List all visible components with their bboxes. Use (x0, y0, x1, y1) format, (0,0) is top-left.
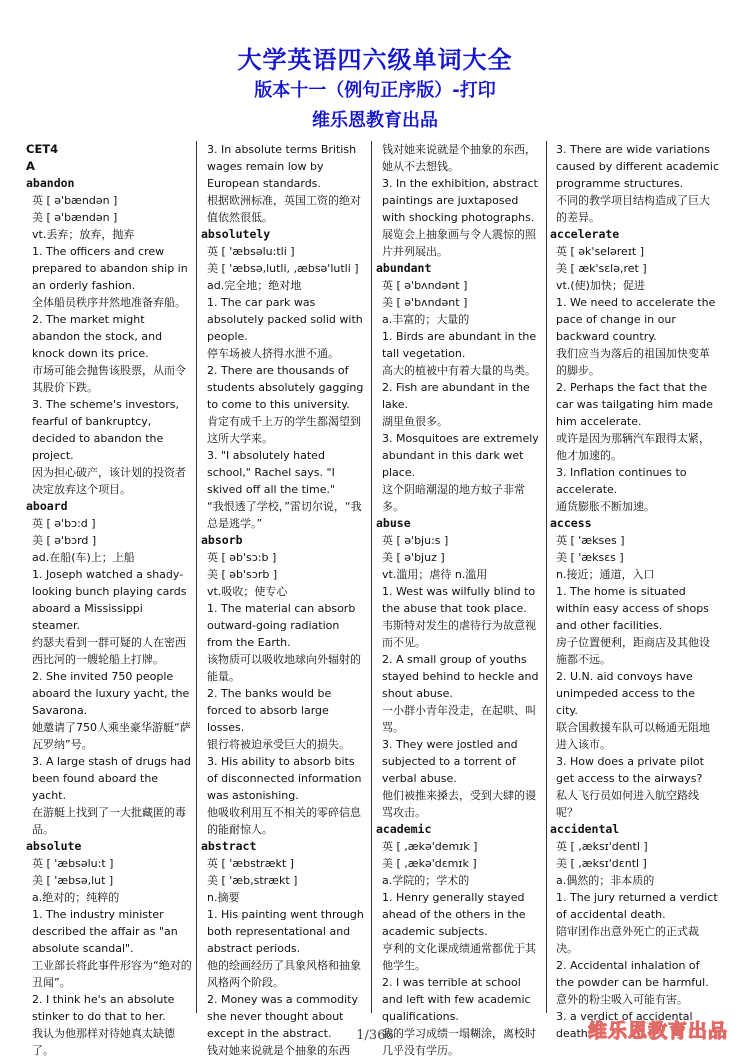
entry-line: 约瑟夫看到一群可疑的人在密西西比河的一艘轮船上打牌。 (32, 636, 186, 666)
entry-line: a.绝对的；纯粹的 (32, 891, 120, 904)
entry-line: 3. "I absolutely hated school," Rachel says. "I skived off all the time." (207, 449, 336, 496)
entry-line: 2. The market might abandon the stock, and knock down its price. (32, 313, 163, 360)
entry-line: 3. How does a private pilot get access to the airways? (556, 755, 704, 785)
entry-line: 停车场被人挤得水泄不通。 (207, 347, 339, 360)
entry-line: 美 [ ,ækə'dɛmɪk ] (382, 857, 477, 870)
entry-line: 英 [ ,æksɪ'dentl ] (556, 840, 648, 853)
entry-line: 1. The home is situated within easy access of shops and other facilities. (556, 585, 709, 632)
entry-line: 私人飞行员如何进入航空路线呢？ (556, 789, 699, 819)
entry-line: 我的学习成绩一塌糊涂，离校时几乎没有学历。 (382, 1027, 536, 1057)
entry-line: a.丰富的；大量的 (382, 313, 470, 326)
entry-line: “我恨透了学校，”雷切尔说，“我总是逃学。” (207, 500, 362, 530)
headword: access (550, 516, 592, 530)
entry-line: 或许是因为那辆汽车跟得太紧，他才加速的。 (556, 432, 710, 462)
entry-line: 美 [ ,æksɪ'dɛntl ] (556, 857, 647, 870)
entry-line: 韦斯特对发生的虐待行为故意视而不见。 (382, 619, 536, 649)
entry-line: 1. The industry minister described the affair as "an absolute scandal". (32, 908, 178, 955)
column-divider (196, 141, 197, 1013)
entry-line: 1. The jury returned a verdict of accidental death. (556, 891, 718, 921)
entry-line: n.接近；通道，入口 (556, 568, 655, 581)
entry-line: vt.(使)加快；促进 (556, 279, 645, 292)
entry-line: 3. They were jostled and subjected to a torrent of verbal abuse. (382, 738, 518, 785)
document-header (0, 44, 750, 136)
entry-line: vt.丢弃；放弃，抛弃 (32, 228, 135, 241)
column-divider (371, 141, 372, 1013)
entry-line: 1. Henry generally stayed ahead of the others in the academic subjects. (382, 891, 526, 938)
headword: abuse (376, 516, 411, 530)
entry-line: 美 [ ə'bændən ] (32, 211, 118, 224)
entry-line: 1. His painting went through both representational and abstract periods. (207, 908, 364, 955)
headword: aboard (26, 499, 68, 513)
entry-line: 工业部长将此事件形容为“绝对的丑闻”。 (32, 959, 192, 989)
document-title: 大学英语四六级单词大全 (237, 46, 513, 74)
watermark-text: 维乐恩教育出品 (588, 1020, 729, 1042)
entry-line: 钱对她来说就是个抽象的东西 (207, 1044, 350, 1057)
entry-line: a.学院的；学术的 (382, 874, 470, 887)
entry-line: 联合国救援车队可以畅通无阻地进入该市。 (556, 721, 710, 751)
entry-line: 1. The material can absorb outward-going radiation from the Earth. (207, 602, 356, 649)
entry-line: 该物质可以吸收地球向外辐射的能量。 (207, 653, 361, 683)
section-heading: CET4 (26, 142, 59, 156)
entry-line: ad.完全地；绝对地 (207, 279, 302, 292)
entry-line: 钱对她来说就是个抽象的东西，她从不去想钱。 (382, 143, 536, 173)
document-subtitle: 版本十一（例句正序版）-打印 (254, 80, 496, 101)
entry-line: 1. Birds are abundant in the tall vegetation. (382, 330, 537, 360)
entry-line: 2. Perhaps the fact that the car was tailgating him made him accelerate. (556, 381, 713, 428)
headword: abandon (26, 176, 75, 190)
entry-line: 3. The scheme's investors, fearful of bankruptcy, decided to abandon the project. (32, 398, 180, 462)
headword: academic (376, 822, 432, 836)
entry-line: a.偶然的；非本质的 (556, 874, 655, 887)
entry-line: 亨利的文化课成绩通常都优于其他学生。 (382, 942, 536, 972)
entry-line: 3. A large stash of drugs had been found aboard the yacht. (32, 755, 191, 802)
entry-line: 英 [ ə'bju:s ] (382, 534, 449, 547)
entry-line: 2. Fish are abundant in the lake. (382, 381, 530, 411)
entry-line: 英 [ 'æbsəlu:t ] (32, 857, 114, 870)
entry-line: vt.吸收；使专心 (207, 585, 288, 598)
entry-line: 陪审团作出意外死亡的正式裁决。 (556, 925, 699, 955)
headword: absolutely (201, 227, 271, 241)
entry-line: 美 [ 'æb,strækt ] (207, 874, 298, 887)
entry-line: 英 [ ə'bɔ:d ] (32, 517, 96, 530)
entry-line: 这个阴暗潮湿的地方蚊子非常多。 (382, 483, 525, 513)
entry-line: 2. I think he's an absolute stinker to do that to her. (32, 993, 175, 1023)
entry-line: 全体船员秩序井然地准备弃船。 (32, 296, 186, 309)
publisher-watermark (588, 1016, 738, 1052)
entry-line: 意外的粉尘吸入可能有害。 (556, 993, 688, 1006)
entry-line: 3. In the exhibition, abstract paintings are juxtaposed with shocking photographs. (382, 177, 538, 224)
entry-line: 不同的教学项目结构造成了巨大的差异。 (556, 194, 710, 224)
entry-line: 我们应当为落后的祖国加快变革的脚步。 (556, 347, 710, 377)
entry-line: 市场可能会抛售该股票，从而令其股价下跌。 (32, 364, 186, 394)
column-divider (546, 141, 547, 1013)
entry-line: 美 [ ə'bjuz ] (382, 551, 445, 564)
entry-line: 3. Inflation continues to accelerate. (556, 466, 687, 496)
entry-line: 3. Mosquitoes are extremely abundant in this dark wet place. (382, 432, 539, 479)
entry-line: 2. I was terrible at school and left with few academic qualifications. (382, 976, 531, 1023)
entry-line: 1. The officers and crew prepared to abandon ship in an orderly fashion. (32, 245, 188, 292)
entry-line: 通货膨胀不断加速。 (556, 500, 655, 513)
entry-line: 英 [ 'æbsəlu:tli ] (207, 245, 295, 258)
column-2 (201, 141, 368, 1057)
page-number: 1/366 (356, 1028, 394, 1043)
entry-line: 她邀请了750人乘坐豪华游艇“萨瓦罗纳”号。 (32, 721, 191, 751)
entry-line: 3. There are wide variations caused by different academic programme structures. (556, 143, 720, 190)
headword: accelerate (550, 227, 620, 241)
headword: absorb (201, 533, 243, 547)
entry-line: 美 [ æk'sɛlə,ret ] (556, 262, 647, 275)
entry-line: 英 [ əb'sɔ:b ] (207, 551, 277, 564)
entry-line: 2. Money was a commodity she never thought about except in the abstract. (207, 993, 358, 1040)
entry-line: 美 [ ə'bɔrd ] (32, 534, 97, 547)
entry-line: 英 [ ə'bændən ] (32, 194, 118, 207)
entry-line: 美 [ əb'sɔrb ] (207, 568, 278, 581)
entry-line: 美 [ 'æksɛs ] (556, 551, 624, 564)
entry-line: 3. His ability to absorb bits of disconnected information was astonishing. (207, 755, 362, 802)
entry-line: 英 [ ə'bʌndənt ] (382, 279, 468, 292)
entry-line: 根据欧洲标准，英国工资的绝对值依然很低。 (207, 194, 361, 224)
entry-line: 2. There are thousands of students absolutely gagging to come to this university. (207, 364, 364, 411)
column-1 (26, 141, 194, 1057)
entry-line: 美 [ ə'bʌndənt ] (382, 296, 468, 309)
entry-line: 我认为他那样对待她真太缺德了。 (32, 1027, 175, 1057)
entry-line: 2. Accidental inhalation of the powder can be harmful. (556, 959, 709, 989)
headword: abundant (376, 261, 432, 275)
entry-line: 英 [ ək'seləreɪt ] (556, 245, 645, 258)
entry-line: 一小群小青年没走，在起哄、叫骂。 (382, 704, 536, 734)
entry-line: ad.在船(车)上；上船 (32, 551, 135, 564)
entry-line: 展览会上抽象画与令人震惊的照片并列展出。 (382, 228, 536, 258)
entry-line: 他吸收利用互不相关的零碎信息的能耐惊人。 (207, 806, 361, 836)
publisher-line: 维乐恩教育出品 (312, 110, 438, 131)
headword: abstract (201, 839, 257, 853)
entry-line: 房子位置便利，距商店及其他设施都不远。 (556, 636, 710, 666)
headword: absolute (26, 839, 82, 853)
entry-line: 1. Joseph watched a shady-looking bunch playing cards aboard a Mississippi steamer. (32, 568, 187, 632)
entry-line: 他们被推来搡去，受到大肆的谩骂攻击。 (382, 789, 536, 819)
entry-line: 1. We need to accelerate the pace of change in our backward country. (556, 296, 716, 343)
entry-line: 银行将被迫承受巨大的损失。 (207, 738, 350, 751)
entry-line: vt.滥用；虐待 n.滥用 (382, 568, 488, 581)
entry-line: 3. In absolute terms British wages remain low by European standards. (207, 143, 357, 190)
entry-line: 2. She invited 750 people aboard the luxury yacht, the Savarona. (32, 670, 190, 717)
entry-line: 3. a verdict of accidental death (556, 1010, 693, 1040)
entry-line: 英 [ 'æbstrækt ] (207, 857, 294, 870)
entry-line: 因为担心破产，该计划的投资者决定放弃这个项目。 (32, 466, 186, 496)
headword: accidental (550, 822, 620, 836)
entry-line: 1. West was wilfully blind to the abuse that took place. (382, 585, 536, 615)
entry-line: 2. U.N. aid convoys have unimpeded access to the city. (556, 670, 695, 717)
entry-line: n.摘要 (207, 891, 240, 904)
entry-line: 英 [ ,ækə'demɪk ] (382, 840, 478, 853)
entry-line: 湖里鱼很多。 (382, 415, 448, 428)
entry-line: 高大的植被中有着大量的鸟类。 (382, 364, 536, 377)
entry-line: 2. A small group of youths stayed behind to heckle and shout abuse. (382, 653, 539, 700)
section-heading: A (26, 159, 35, 173)
entry-line: 1. The car park was absolutely packed solid with people. (207, 296, 363, 343)
entry-line: 肯定有成千上万的学生都渴望到这所大学来。 (207, 415, 361, 445)
entry-line: 美 [ 'æbsə,lutli, ,æbsə'lutli ] (207, 262, 359, 275)
column-3 (376, 141, 543, 1057)
entry-line: 在游艇上找到了一大批藏匿的毒品。 (32, 806, 186, 836)
entry-line: 2. The banks would be forced to absorb large losses. (207, 687, 332, 734)
entry-line: 美 [ 'æbsə,lut ] (32, 874, 114, 887)
entry-line: 英 [ 'ækses ] (556, 534, 625, 547)
entry-line: 他的绘画经历了具象风格和抽象风格两个阶段。 (207, 959, 361, 989)
